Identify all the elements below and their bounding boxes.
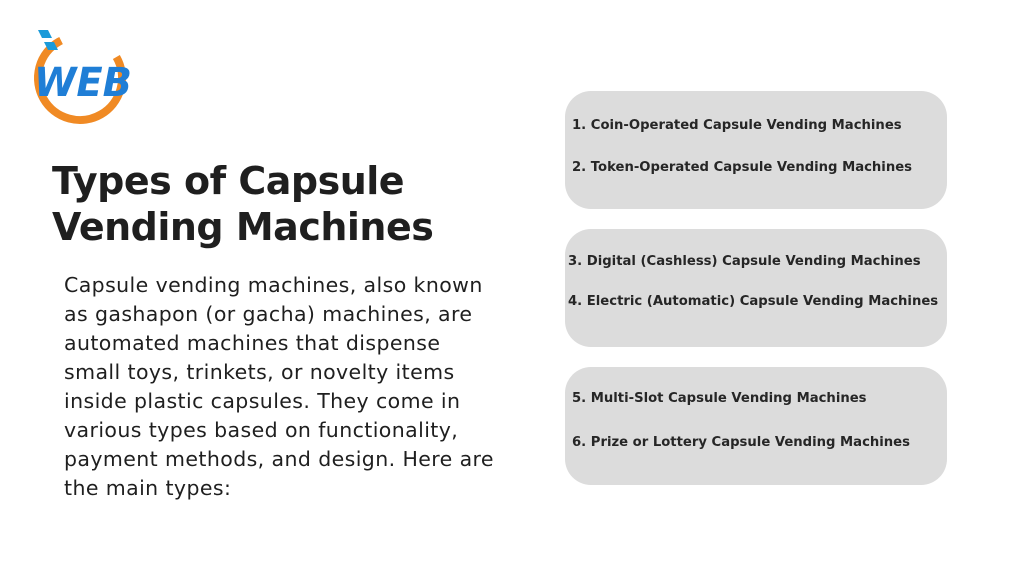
type-item-5: 5. Multi-Slot Capsule Vending Machines bbox=[572, 391, 867, 406]
types-card-2 bbox=[565, 229, 947, 347]
web-logo bbox=[22, 22, 142, 132]
types-card-1 bbox=[565, 91, 947, 209]
logo-accent-arrow bbox=[38, 30, 52, 38]
type-item-1: 1. Coin-Operated Capsule Vending Machines bbox=[572, 118, 902, 133]
types-card-3 bbox=[565, 367, 947, 485]
page-title-line-1: Types of Capsule bbox=[52, 159, 405, 203]
type-item-3: 3. Digital (Cashless) Capsule Vending Machines bbox=[568, 254, 921, 269]
page-title-line-2: Vending Machines bbox=[52, 205, 434, 249]
description-paragraph: Capsule vending machines, also known as gashapon (or gacha) machines, are automated machines that dispense small toys, trinkets, or novelty items inside plastic capsules. They come in various types based on functionality, payment methods, and design. Here are the main types: bbox=[64, 273, 494, 500]
type-item-6: 6. Prize or Lottery Capsule Vending Machines bbox=[572, 435, 910, 450]
logo-text: WEB bbox=[34, 60, 132, 106]
type-item-4: 4. Electric (Automatic) Capsule Vending Machines bbox=[568, 294, 939, 309]
type-item-2: 2. Token-Operated Capsule Vending Machines bbox=[572, 160, 913, 175]
page-title bbox=[52, 158, 492, 250]
